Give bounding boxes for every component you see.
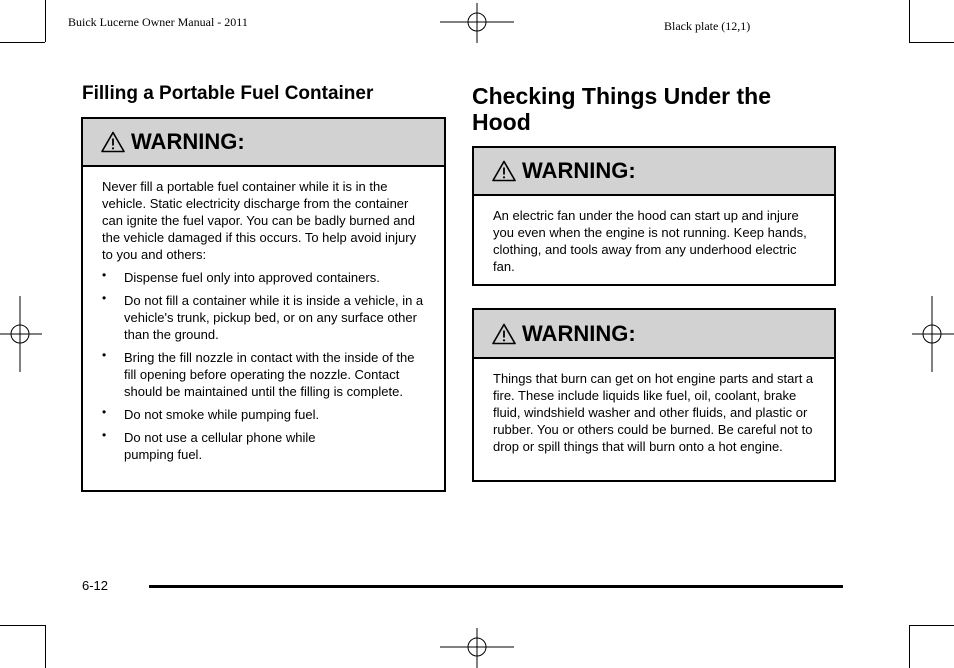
- warning-body: [474, 196, 834, 275]
- registration-mark-icon: [440, 3, 514, 43]
- crop-mark: [0, 42, 45, 43]
- warning-header: [83, 119, 444, 167]
- page-number: 6-12: [82, 578, 109, 593]
- crop-mark: [909, 42, 954, 43]
- warning-triangle-icon: [101, 131, 125, 153]
- crop-mark: [909, 625, 910, 668]
- list-item: • Do not smoke while pumping fuel.: [102, 406, 426, 423]
- warning-body: [83, 167, 444, 463]
- crop-mark: [45, 0, 46, 42]
- warning-bullet-list: [102, 269, 426, 463]
- header-plate: Black plate (12,1): [664, 19, 751, 33]
- warning-triangle-icon: [492, 160, 516, 182]
- warning-triangle-icon: [492, 323, 516, 345]
- crop-mark: [909, 0, 910, 42]
- warning-label: WARNING:: [522, 158, 636, 183]
- footer-rule: [149, 585, 843, 588]
- warning-box-hot-engine: [472, 308, 836, 482]
- warning-text: Things that burn can get on hot engine parts and start a fire. These include liquids like fuel, oil, coolant, brake fluid, windshield washer and other fluids, and plastic or rubber. You or others could be burned. Be careful not to drop or spill things that will burn onto a hot engine.: [493, 371, 814, 454]
- list-item: • Do not fill a container while it is inside a vehicle, in a vehicle's trunk, pickup bed, or on any surface other than the ground.: [102, 292, 426, 343]
- list-item: • Dispense fuel only into approved containers.: [102, 269, 426, 286]
- warning-header: [474, 310, 834, 359]
- subsection-title: Filling a Portable Fuel Container: [82, 83, 374, 104]
- crop-mark: [45, 625, 46, 668]
- warning-text: An electric fan under the hood can start up and injure you even when the engine is not running. Keep hands, clothing, and tools away from any underhood electric fan.: [493, 208, 807, 274]
- list-item: • Do not use a cellular phone while pumping fuel.: [102, 429, 354, 463]
- warning-label: WARNING:: [131, 129, 245, 154]
- crop-mark: [909, 625, 954, 626]
- warning-box-electric-fan: [472, 146, 836, 286]
- header-manual-title: Buick Lucerne Owner Manual - 2011: [68, 15, 248, 29]
- warning-body: [474, 359, 834, 455]
- list-item: • Bring the fill nozzle in contact with the inside of the fill opening before operating the nozzle. Contact should be maintained until the filling is complete.: [102, 349, 426, 400]
- registration-mark-icon: [912, 296, 954, 372]
- crop-mark: [0, 625, 45, 626]
- warning-box-fuel-container: [81, 117, 446, 492]
- warning-header: [474, 148, 834, 196]
- registration-mark-icon: [0, 296, 42, 372]
- registration-mark-icon: [440, 628, 514, 668]
- section-title: Checking Things Under the Hood: [472, 83, 772, 135]
- warning-intro: Never fill a portable fuel container while it is in the vehicle. Static electricity discharge from the container can ignite the fuel vapor. You can be badly burned and the vehicle damaged if this occurs. To help avoid injury to you and others:: [102, 179, 417, 262]
- warning-label: WARNING:: [522, 320, 636, 346]
